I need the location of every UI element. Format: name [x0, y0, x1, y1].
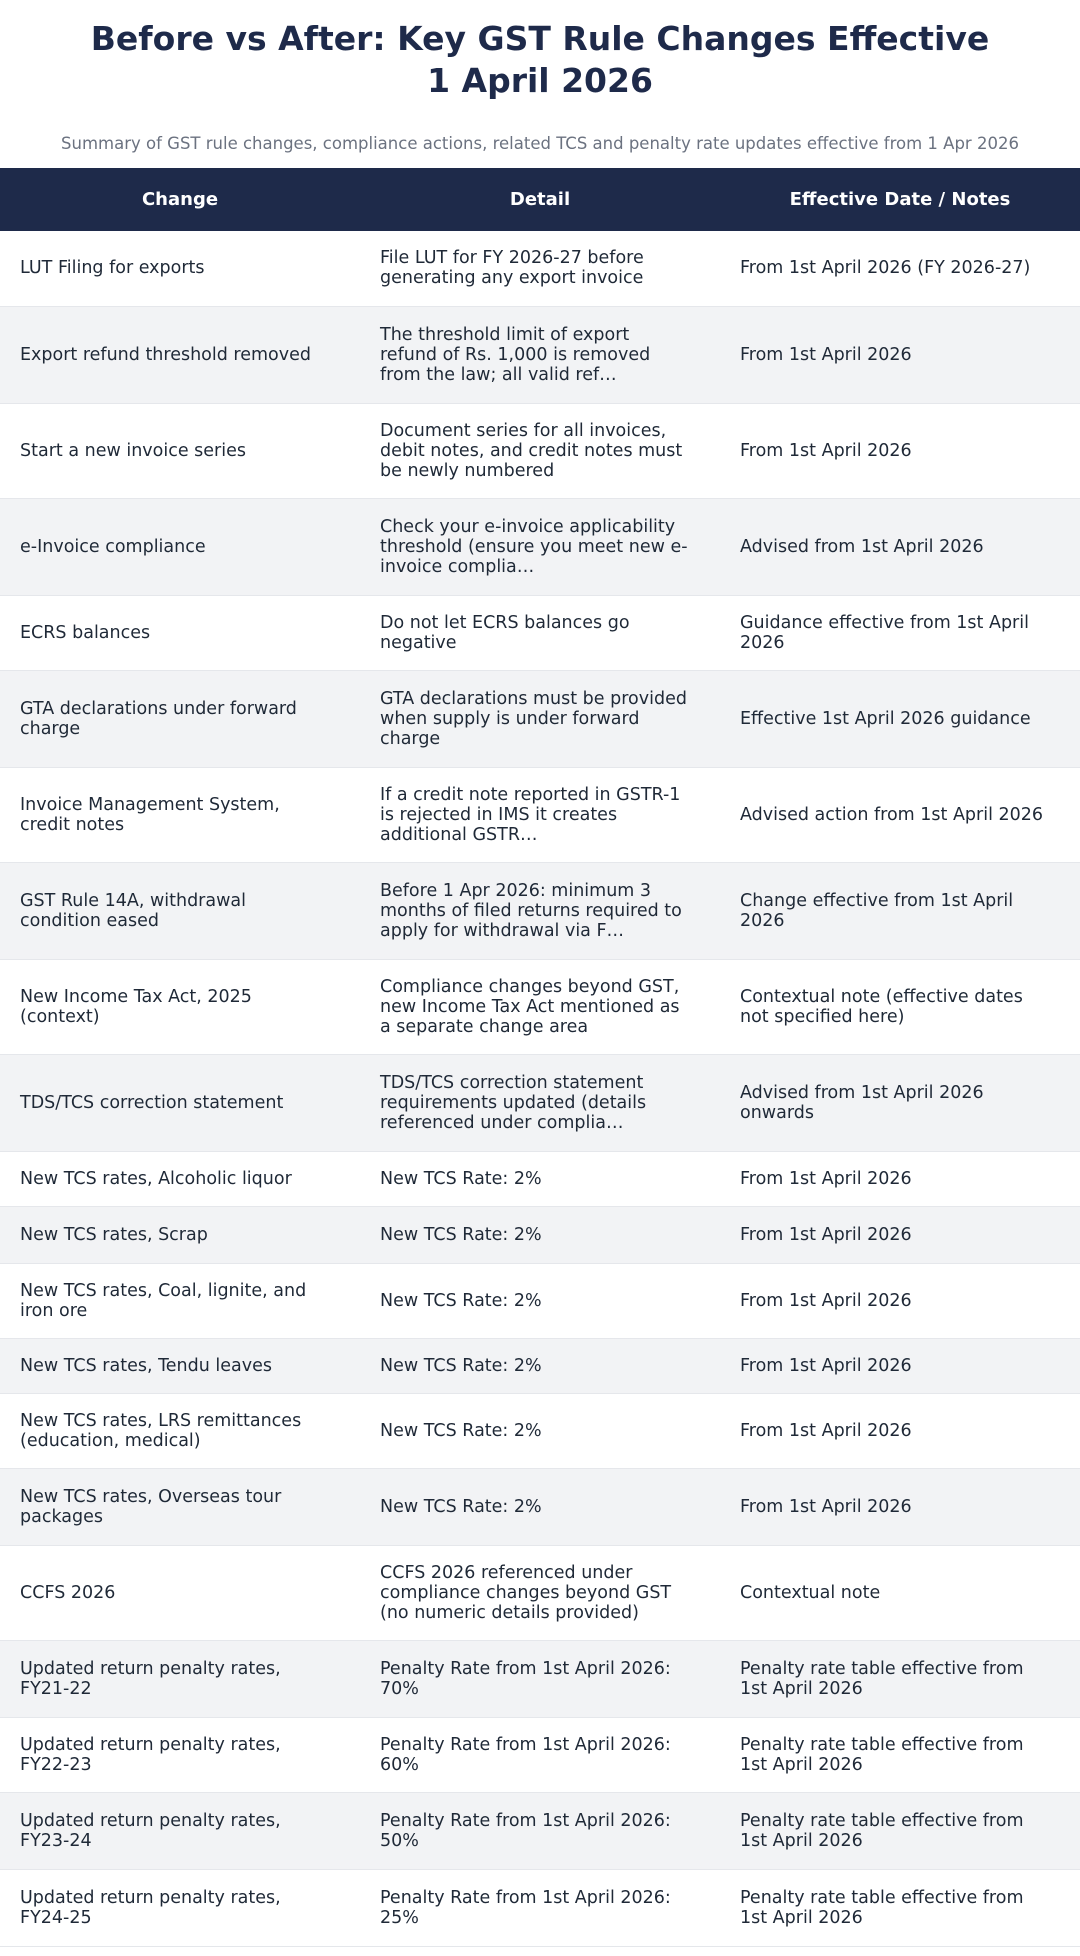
cell-change: Updated return penalty rates, FY22-23 [0, 1717, 360, 1792]
cell-change: New TCS rates, Coal, lignite, and iron ore [0, 1263, 360, 1338]
cell-effective-date: Penalty rate table effective from 1st April 2026 [720, 1869, 1080, 1946]
cell-detail: TDS/TCS correction statement requirements updated (details referenced under complia… [360, 1054, 720, 1151]
table-row [0, 1151, 1080, 1206]
cell-effective-date: From 1st April 2026 [720, 306, 1080, 403]
page-title [0, 0, 1080, 102]
cell-detail: New TCS Rate: 2% [360, 1206, 720, 1263]
cell-change: ECRS balances [0, 595, 360, 670]
table-header-row [0, 168, 1080, 231]
table-row [0, 1393, 1080, 1468]
cell-detail: If a credit note reported in GSTR-1 is rejected in IMS it creates additional GSTR… [360, 767, 720, 862]
table-row [0, 1338, 1080, 1393]
cell-effective-date: Penalty rate table effective from 1st April 2026 [720, 1717, 1080, 1792]
table-row [0, 1468, 1080, 1545]
cell-effective-date: Penalty rate table effective from 1st April 2026 [720, 1792, 1080, 1869]
header-change: Change [0, 168, 360, 231]
table-row [0, 1640, 1080, 1717]
cell-detail: File LUT for FY 2026-27 before generating any export invoice [360, 231, 720, 306]
cell-change: New TCS rates, Overseas tour packages [0, 1468, 360, 1545]
table-body [0, 231, 1080, 1946]
table-row [0, 595, 1080, 670]
table-row [0, 1263, 1080, 1338]
cell-detail: Penalty Rate from 1st April 2026: 60% [360, 1717, 720, 1792]
cell-change: Export refund threshold removed [0, 306, 360, 403]
cell-detail: Penalty Rate from 1st April 2026: 70% [360, 1640, 720, 1717]
cell-detail: New TCS Rate: 2% [360, 1393, 720, 1468]
table-row [0, 959, 1080, 1054]
table-row [0, 1545, 1080, 1640]
title-line-2: 1 April 2026 [427, 61, 653, 100]
cell-effective-date: From 1st April 2026 [720, 1468, 1080, 1545]
cell-detail: CCFS 2026 referenced under compliance changes beyond GST (no numeric details provided) [360, 1545, 720, 1640]
cell-effective-date: Advised from 1st April 2026 [720, 498, 1080, 595]
cell-effective-date: Advised from 1st April 2026 onwards [720, 1054, 1080, 1151]
table-row [0, 403, 1080, 498]
cell-change: Updated return penalty rates, FY24-25 [0, 1869, 360, 1946]
cell-detail: New TCS Rate: 2% [360, 1151, 720, 1206]
cell-effective-date: From 1st April 2026 [720, 1206, 1080, 1263]
cell-change: Updated return penalty rates, FY21-22 [0, 1640, 360, 1717]
cell-change: Start a new invoice series [0, 403, 360, 498]
table-row [0, 1792, 1080, 1869]
cell-change: GTA declarations under forward charge [0, 670, 360, 767]
cell-effective-date: Contextual note [720, 1545, 1080, 1640]
table-row [0, 670, 1080, 767]
title-line-1: Before vs After: Key GST Rule Changes Effective [90, 19, 990, 58]
cell-detail: Compliance changes beyond GST, new Income Tax Act mentioned as a separate change area [360, 959, 720, 1054]
cell-detail: Before 1 Apr 2026: minimum 3 months of filed returns required to apply for withdrawal via F… [360, 862, 720, 959]
cell-change: CCFS 2026 [0, 1545, 360, 1640]
page-subtitle: Summary of GST rule changes, compliance actions, related TCS and penalty rate updates effective from 1 Apr 2026 [61, 134, 1019, 153]
cell-change: e-Invoice compliance [0, 498, 360, 595]
cell-change: New TCS rates, Tendu leaves [0, 1338, 360, 1393]
cell-change: Invoice Management System, credit notes [0, 767, 360, 862]
cell-change: LUT Filing for exports [0, 231, 360, 306]
header-effective-date: Effective Date / Notes [720, 168, 1080, 231]
cell-effective-date: From 1st April 2026 [720, 1338, 1080, 1393]
cell-change: TDS/TCS correction statement [0, 1054, 360, 1151]
table-row [0, 498, 1080, 595]
cell-detail: Check your e-invoice applicability threshold (ensure you meet new e-invoice complia… [360, 498, 720, 595]
table-row [0, 767, 1080, 862]
cell-effective-date: Change effective from 1st April 2026 [720, 862, 1080, 959]
cell-detail: GTA declarations must be provided when supply is under forward charge [360, 670, 720, 767]
cell-change: GST Rule 14A, withdrawal condition eased [0, 862, 360, 959]
cell-change: New Income Tax Act, 2025 (context) [0, 959, 360, 1054]
cell-effective-date: Contextual note (effective dates not specified here) [720, 959, 1080, 1054]
cell-change: New TCS rates, LRS remittances (education, medical) [0, 1393, 360, 1468]
header-detail: Detail [360, 168, 720, 231]
cell-detail: New TCS Rate: 2% [360, 1468, 720, 1545]
cell-effective-date: Advised action from 1st April 2026 [720, 767, 1080, 862]
gst-changes-table [0, 168, 1080, 1947]
cell-detail: New TCS Rate: 2% [360, 1263, 720, 1338]
cell-effective-date: Effective 1st April 2026 guidance [720, 670, 1080, 767]
cell-effective-date: From 1st April 2026 [720, 1263, 1080, 1338]
table-row [0, 306, 1080, 403]
cell-detail: Document series for all invoices, debit notes, and credit notes must be newly numbered [360, 403, 720, 498]
table-row [0, 1869, 1080, 1946]
table-row [0, 1717, 1080, 1792]
cell-detail: The threshold limit of export refund of Rs. 1,000 is removed from the law; all valid ref… [360, 306, 720, 403]
cell-effective-date: Guidance effective from 1st April 2026 [720, 595, 1080, 670]
cell-detail: Do not let ECRS balances go negative [360, 595, 720, 670]
cell-effective-date: From 1st April 2026 [720, 1393, 1080, 1468]
cell-effective-date: From 1st April 2026 [720, 1151, 1080, 1206]
cell-change: New TCS rates, Alcoholic liquor [0, 1151, 360, 1206]
cell-detail: Penalty Rate from 1st April 2026: 25% [360, 1869, 720, 1946]
cell-effective-date: From 1st April 2026 [720, 403, 1080, 498]
table-row [0, 1206, 1080, 1263]
cell-detail: Penalty Rate from 1st April 2026: 50% [360, 1792, 720, 1869]
cell-effective-date: From 1st April 2026 (FY 2026-27) [720, 231, 1080, 306]
table-row [0, 231, 1080, 306]
cell-change: Updated return penalty rates, FY23-24 [0, 1792, 360, 1869]
table-row [0, 1054, 1080, 1151]
cell-change: New TCS rates, Scrap [0, 1206, 360, 1263]
table-row [0, 862, 1080, 959]
cell-detail: New TCS Rate: 2% [360, 1338, 720, 1393]
cell-effective-date: Penalty rate table effective from 1st April 2026 [720, 1640, 1080, 1717]
